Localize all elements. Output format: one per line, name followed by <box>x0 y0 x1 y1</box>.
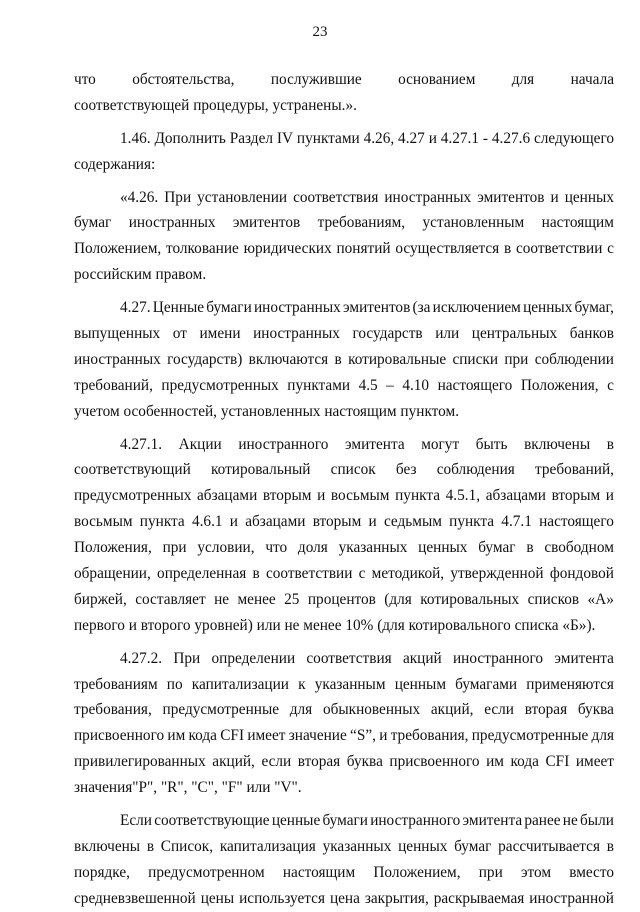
text-line <box>74 432 614 458</box>
word: предусмотренных <box>74 487 192 505</box>
word: в <box>606 435 614 453</box>
text-line <box>74 587 614 613</box>
word: настоящего <box>539 513 614 531</box>
text-line <box>74 561 614 587</box>
word: иностранных <box>253 325 340 343</box>
word: средневзвешенной <box>74 889 196 907</box>
word: Положением, <box>74 240 162 258</box>
word: значение <box>288 727 347 745</box>
word: “S”, <box>350 727 376 745</box>
word: CFI <box>545 753 570 771</box>
text-line: значения"P", "R", "C", "F" или "V". <box>74 779 302 797</box>
word: 4.27 <box>398 129 425 147</box>
text-line <box>74 295 614 321</box>
word: быть <box>475 435 508 453</box>
word: соблюдения <box>436 461 515 479</box>
text-line <box>74 457 614 483</box>
word: буква <box>577 701 614 719</box>
word: менее <box>237 590 276 608</box>
word: обстоятельства, <box>132 71 235 88</box>
word: акций, <box>212 753 255 771</box>
word: иностранных <box>74 350 161 368</box>
text-line <box>74 373 614 399</box>
word: акций <box>402 649 442 667</box>
word: юридических <box>243 240 332 258</box>
word: понятий <box>336 240 391 258</box>
word: капитализация <box>219 837 316 855</box>
word: установленным <box>422 214 525 232</box>
word: кода <box>510 753 539 771</box>
word: 1.46. <box>120 129 151 147</box>
word: имеет <box>575 753 614 771</box>
text-line: содержания: <box>74 155 156 173</box>
text-line <box>74 185 614 211</box>
word: раскрываемая <box>433 889 525 907</box>
word: котировальных <box>420 590 520 608</box>
word: этом <box>520 863 552 881</box>
paragraph <box>74 646 614 801</box>
word: эмитента <box>344 435 405 453</box>
word: При <box>173 649 201 667</box>
word: пункта <box>395 487 441 505</box>
word: и <box>428 129 437 147</box>
word: имеет <box>247 727 286 745</box>
text-line <box>74 749 614 775</box>
word: 4.27.1. <box>120 435 163 453</box>
word: ценным <box>394 675 446 693</box>
text-line <box>74 808 614 834</box>
word: послужившие <box>270 71 362 88</box>
word: по <box>166 675 183 693</box>
word: соблюдении <box>534 350 614 368</box>
word: фондовой <box>549 565 614 583</box>
word: восьмым <box>330 487 390 505</box>
word: для <box>511 71 535 88</box>
word: иностранного <box>453 649 544 667</box>
word: (для <box>384 590 412 608</box>
word: если <box>261 753 292 771</box>
word: седьмым <box>383 513 442 531</box>
word: бумагами <box>455 675 518 693</box>
text-line <box>74 834 614 860</box>
word: пункта <box>139 513 185 531</box>
word: 4.27.6 <box>491 129 531 147</box>
word: Если <box>120 812 152 830</box>
word: абзацами <box>197 487 258 505</box>
word: Положения, <box>74 539 152 557</box>
word: предусмотренных <box>161 376 279 394</box>
word: 25 <box>284 590 300 608</box>
paragraph <box>74 432 614 639</box>
word: бумаг <box>74 214 112 232</box>
word: что <box>265 539 288 557</box>
word: соответствии <box>265 565 353 583</box>
word: им <box>486 753 504 771</box>
word: начала <box>570 71 614 88</box>
word: включены <box>524 435 591 453</box>
word: требований, <box>535 461 614 479</box>
word: исключением <box>432 299 521 317</box>
word: 4.5 <box>358 376 378 394</box>
word: бумаг <box>454 837 492 855</box>
word: требования, <box>74 701 152 719</box>
word: «А» <box>587 590 614 608</box>
word: вместо <box>569 863 614 881</box>
word: без <box>395 461 417 479</box>
paragraph <box>74 126 614 178</box>
word: ценных <box>398 837 448 855</box>
word: требованиям, <box>317 214 406 232</box>
word: толкование <box>165 240 239 258</box>
text-line <box>74 67 614 93</box>
word: иностранного <box>238 435 329 453</box>
word: в <box>526 539 534 557</box>
word: настоящего <box>437 376 513 394</box>
word: при <box>162 539 187 557</box>
word: выпущенных <box>74 325 161 343</box>
word: рассчитывается <box>498 837 600 855</box>
word: настоящим <box>282 863 356 881</box>
word: иностранных <box>384 188 472 206</box>
word: Положением, <box>373 863 461 881</box>
word: если <box>484 701 514 719</box>
word: 4.26, <box>363 129 395 147</box>
word: требования, <box>390 727 469 745</box>
word: 4.27.1 <box>440 129 480 147</box>
word: могут <box>421 435 460 453</box>
word: установлении <box>197 188 288 206</box>
text-line <box>74 672 614 698</box>
word: указанных <box>338 539 408 557</box>
word: IV <box>276 129 294 147</box>
word: соответствия <box>306 649 392 667</box>
text-line <box>74 126 614 152</box>
word: цена <box>329 889 360 907</box>
word: применяются <box>526 675 614 693</box>
word: методикой, <box>371 565 445 583</box>
text-line <box>74 483 614 509</box>
word: для <box>289 701 313 719</box>
word: эмитентов <box>477 188 545 206</box>
word: иностранного <box>370 812 461 830</box>
word: в <box>252 565 260 583</box>
word: при <box>478 863 503 881</box>
text-line <box>74 535 614 561</box>
word: включены <box>74 837 141 855</box>
word: буква <box>346 753 383 771</box>
word: 4.5.1, <box>445 487 481 505</box>
word: в <box>146 837 155 855</box>
word: банков <box>569 325 614 343</box>
word: условии, <box>197 539 255 557</box>
document-body <box>74 67 614 912</box>
word: следующего <box>534 129 614 147</box>
word: списков <box>527 590 580 608</box>
word: осуществляется <box>395 240 500 258</box>
text-line <box>74 860 614 886</box>
word: используется <box>239 889 325 907</box>
word: ценных <box>523 299 573 317</box>
word: акций, <box>430 701 474 719</box>
word: – <box>386 376 394 394</box>
page-number: 23 <box>312 24 328 40</box>
text-line <box>74 723 614 749</box>
word: ценные <box>271 812 321 830</box>
word: 4.6.1 <box>191 513 223 531</box>
word: в <box>606 837 614 855</box>
word: вторая <box>297 753 341 771</box>
word: эмитента <box>462 812 523 830</box>
text-line: учетом особенностей, установленных настоящим пунктом. <box>74 402 460 420</box>
word: предусмотренном <box>148 863 265 881</box>
text-line: российским правом. <box>74 266 207 284</box>
word: бумаги <box>206 299 252 317</box>
word: бумаги <box>322 812 368 830</box>
word: списки <box>452 350 499 368</box>
word: эмитентов <box>232 214 301 232</box>
word: требованиям <box>74 675 158 693</box>
word: ценных <box>564 188 614 206</box>
word: и <box>550 188 559 206</box>
word: присвоенного <box>74 727 165 745</box>
word: включаются <box>248 350 329 368</box>
word: или <box>435 325 460 343</box>
text-line <box>74 886 614 912</box>
word: иностранных <box>128 214 216 232</box>
word: Раздел <box>229 129 274 147</box>
word: «4.26. <box>120 188 159 206</box>
word: были <box>580 812 614 830</box>
word: CFI <box>220 727 245 745</box>
word: ранее <box>524 812 561 830</box>
word: государств <box>352 325 423 343</box>
word: и <box>317 487 326 505</box>
word: вторая <box>524 701 568 719</box>
word: 4.10 <box>402 376 430 394</box>
word: (за <box>412 299 431 317</box>
word: в <box>503 240 512 258</box>
text-line <box>74 347 614 373</box>
word: основанием <box>398 71 476 88</box>
word: Ценные <box>152 299 205 317</box>
word: определении <box>211 649 296 667</box>
word: При <box>164 188 192 206</box>
word: с <box>358 565 366 583</box>
word: предусмотренные <box>162 701 280 719</box>
word: Список, <box>160 837 214 855</box>
word: с <box>607 376 614 394</box>
word: им <box>167 727 186 745</box>
word: с <box>607 240 614 258</box>
word: вторым <box>551 487 601 505</box>
word: привилегированных <box>74 753 206 771</box>
word: Дополнить <box>154 129 226 147</box>
word: пунктами <box>287 376 351 394</box>
word: цены <box>200 889 235 907</box>
word: присвоенного <box>389 753 480 771</box>
word: от <box>172 325 187 343</box>
word: и <box>379 727 388 745</box>
text-line <box>74 509 614 535</box>
word: котировальные <box>348 350 447 368</box>
word: имени <box>199 325 241 343</box>
word: процентов <box>307 590 376 608</box>
word: что <box>74 71 96 88</box>
text-line <box>74 210 614 236</box>
word: вторым <box>312 513 362 531</box>
word: свободном <box>544 539 614 557</box>
word: бумаг <box>478 539 516 557</box>
word: настоящим <box>541 214 614 232</box>
paragraph <box>74 67 614 119</box>
word: бумаг, <box>574 299 614 317</box>
word: требований, <box>74 376 153 394</box>
paragraph <box>74 808 614 912</box>
word: капитализации <box>191 675 289 693</box>
word: абзацами <box>245 513 306 531</box>
word: закрытия, <box>364 889 429 907</box>
word: список <box>330 461 376 479</box>
text-line <box>74 236 614 262</box>
word: не <box>214 590 230 608</box>
text-line <box>74 321 614 347</box>
word: восьмым <box>74 513 133 531</box>
word: в <box>334 350 342 368</box>
word: обыкновенных <box>322 701 421 719</box>
word: соответствующие <box>154 812 270 830</box>
word: котировальный <box>210 461 311 479</box>
word: порядке, <box>74 863 130 881</box>
word: при <box>504 350 529 368</box>
word: доля <box>297 539 328 557</box>
word: биржей, <box>74 590 127 608</box>
word: 4.7.1 <box>501 513 532 531</box>
word: Положения, <box>520 376 599 394</box>
word: 4.27. <box>120 299 151 317</box>
text-line <box>74 646 614 672</box>
word: Акции <box>178 435 222 453</box>
word: и <box>368 513 377 531</box>
word: - <box>482 129 488 147</box>
word: предусмотренные <box>471 727 589 745</box>
word: и <box>229 513 238 531</box>
word: и <box>605 487 614 505</box>
word: пунктами <box>296 129 360 147</box>
word: иностранных <box>253 299 341 317</box>
word: 4.27.2. <box>120 649 163 667</box>
word: соответствующий <box>74 461 191 479</box>
paragraph <box>74 295 614 424</box>
word: эмитента <box>554 649 614 667</box>
word: для <box>591 727 614 745</box>
paragraph <box>74 185 614 289</box>
word: иностранной <box>529 889 614 907</box>
word: соответствии <box>515 240 603 258</box>
word: не <box>562 812 578 830</box>
text-line: первого и второго уровней) или не менее 10% (для котировального списка «Б»). <box>74 616 596 634</box>
word: составляет <box>135 590 206 608</box>
text-line: соответствующей процедуры, устранены.». <box>74 96 357 114</box>
word: эмитентов <box>342 299 411 317</box>
word: определенная <box>157 565 247 583</box>
word: абзацами <box>485 487 546 505</box>
word: указанных <box>322 837 392 855</box>
text-line <box>74 697 614 723</box>
word: государств) <box>167 350 243 368</box>
word: соответствия <box>293 188 379 206</box>
word: кода <box>188 727 217 745</box>
word: центральных <box>471 325 558 343</box>
word: указанным <box>314 675 386 693</box>
word: к <box>298 675 306 693</box>
word: вторым <box>262 487 312 505</box>
word: ценных <box>418 539 468 557</box>
word: обращении, <box>74 565 151 583</box>
word: утвержденной <box>450 565 544 583</box>
word: пункта <box>449 513 495 531</box>
